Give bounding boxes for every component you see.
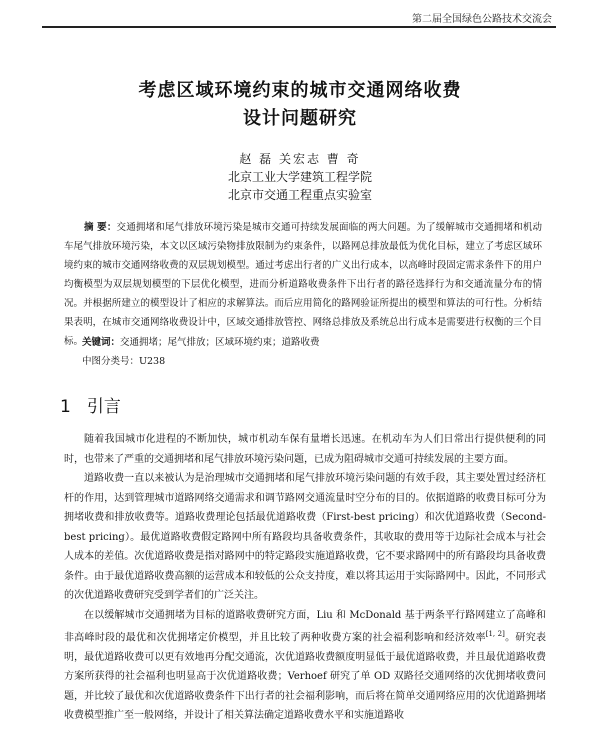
authors: 赵 磊 关宏志 曹 奇 bbox=[239, 152, 361, 166]
keywords-text: 交通拥堵；尾气排放；区域环境约束；道路收费 bbox=[120, 337, 320, 348]
affiliation-1: 北京工业大学建筑工程学院 bbox=[227, 170, 372, 184]
clc-number: 中图分类号：U238 bbox=[82, 356, 166, 367]
paragraph-text: 在以缓解城市交通拥堵为目标的道路收费研究方面，Liu 和 McDonald 基于两条平行路网建立了高峰和非高峰时段的最优和次优拥堵定价模型，并且比较了两种收费方案的社会福利影响和经济效率 bbox=[64, 609, 546, 644]
citation: [1, 2] bbox=[485, 630, 505, 638]
paragraph: 道路收费一直以来被认为是治理城市交通拥堵和尾气排放环境污染问题的有效手段，其主要处置过经济杠杆的作用，达到管理城市道路网络交通需求和调节路网交通流量时空分布的目的。依据道路的收费目标可分为拥堵收费和排放收费等。道路收费理论包括最优道路收费（First-best pricing）和次优道路收费（Second-best pricing）。最优道路收费假定路网中所有路段均具备收费条件，其收取的费用等于边际社会成本与社会人成本的差值。次优道路收费是指对路网中的特定路段实施道路收费，它不要求路网中的所有路段均具备收费条件。由于最优道路收费高额的运营成本和较低的公众支持度，难以将其运用于实际路网中。因此，不同形式的次优道路收费研究受到学者们的广泛关注。 bbox=[64, 473, 546, 601]
body-text bbox=[64, 430, 546, 726]
paragraph: 随着我国城市化进程的不断加快，城市机动车保有量增长迅速。在机动车为人们日常出行提供便利的同时，也带来了严重的交通拥堵和尾气排放环境污染问题，已成为阻碍城市交通可持续发展的主要方面。 bbox=[64, 434, 546, 465]
paragraph bbox=[64, 606, 546, 726]
section-title: 引言 bbox=[86, 397, 121, 417]
header-rule bbox=[42, 26, 556, 28]
running-header: 第二届全国绿色公路技术交流会 bbox=[412, 14, 552, 25]
affiliation-2: 北京市交通工程重点实验室 bbox=[227, 188, 372, 202]
paper-title-line-2: 设计问题研究 bbox=[243, 108, 357, 129]
abstract bbox=[64, 218, 542, 351]
keywords-label: 关键词： bbox=[82, 337, 121, 348]
paragraph-text: 。研究表明，最优道路收费可以更有效地再分配交通流，次优道路收费额度明显低于最优道路收费，并且最优道路收费方案所获得的社会福利也明显高于次优道路收费；Verhoef 研究了单 OD 双路径交通网络的次优拥堵收费问题，并比较了最优和次优道路收费条件下出行者的社会福利影响，而后将在简单交通网络应用的次优道路拥堵收费模型推广至一般网络，并设计了相关算法确定道路收费水平和实施道路收 bbox=[64, 632, 547, 722]
paper-title-line-1: 考虑区域环境约束的城市交通网络收费 bbox=[138, 80, 462, 101]
keywords bbox=[82, 334, 320, 348]
section-heading bbox=[60, 392, 121, 417]
section-number: 1 bbox=[60, 397, 71, 417]
abstract-text: 交通拥堵和尾气排放环境污染是城市交通可持续发展面临的两大问题。为了缓解城市交通拥堵和机动车尾气排放环境污染，本文以区域污染物排放限制为约束条件，以路网总排放最低为优化目标，建立了考虑区域环境约束的城市交通网络收费的双层规划模型。通过考虑出行者的广义出行成本，以高峰时段固定需求条件下的用户均衡模型为双层规划模型的下层优化模型，进而分析道路收费条件下出行者的路径选择行为和交通流量分布的情况。并根据所建立的模型设计了相应的求解算法。而后应用简化的路网验证所提出的模型和算法的可行性。分析结果表明，在城市交通网络收费设计中，区域交通排放管控、网络总排放及系统总出行成本是需要进行权衡的三个目标。 bbox=[64, 222, 542, 347]
abstract-label: 摘 要： bbox=[84, 222, 117, 233]
